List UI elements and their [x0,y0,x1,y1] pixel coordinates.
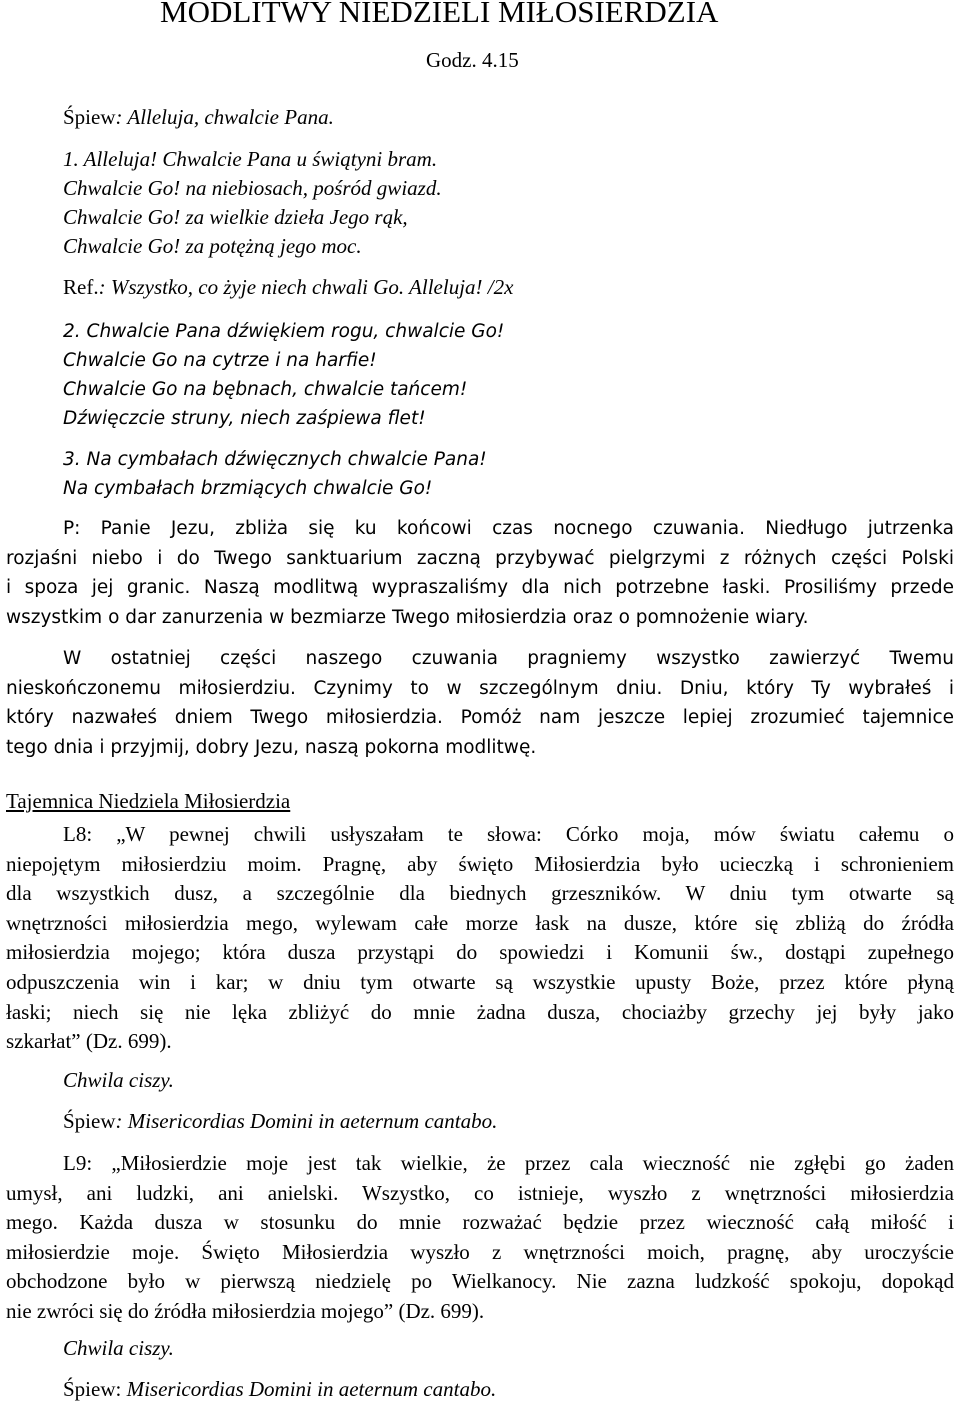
reading-line: miłosierdzie moje. Święto Miłosierdzia wyszło z wnętrzności moich, pragnę, aby uroczyście [6,1239,954,1264]
verse-3 [63,445,487,503]
reading-label: L9 [63,1151,87,1175]
prayer-line: wszystkim o dar zanurzenia w bezmiarze Twego miłosierdzia oraz o pomnożenie wiary. [6,606,809,628]
prayer-line: P: Panie Jezu, zbliża się ku końcowi czas nocnego czuwania. Niedługo jutrzenka [63,518,954,539]
verse-line: Chwalcie Go! za wielkie dzieła Jego rąk, [63,205,408,229]
reading-line: niepojętym miłosierdziu moim. Pragnę, aby święto Miłosierdzia było ucieczką i schronieniem [6,851,954,876]
verse-line: Chwalcie Go! na niebiosach, pośród gwiazd. [63,176,442,200]
verse-2 [63,317,504,433]
verse-1 [63,145,442,261]
prayer-line: rozjaśni niebo i do Twego sanktuarium zaczną przybywać pielgrzymi z różnych części Polski [6,547,954,569]
song-label: Śpiew [63,1109,116,1133]
prayer-paragraph-2 [6,644,954,762]
silence-note: Chwila ciszy. [63,1068,174,1092]
song-label: Śpiew [63,105,116,129]
refrain-line [63,273,513,302]
reading-line: mego. Każda dusza w stosunku do mnie rozważać będzie przez wieczność całą miłość i [6,1210,954,1235]
verse-line: Chwalcie Go! za potężną jego moc. [63,234,362,258]
reading-line: łaski; niech się nie lęka zbliżyć do mnie żadna dusza, chociażby grzechy jej były jako [6,999,954,1024]
reading-line: umysł, ani ludzki, ani anielski. Wszystko, co istnieje, wyszło z wnętrzności miłosierdzia [6,1180,954,1205]
prayer-line: nieskończonemu miłosierdziu. Czynimy to w szczególnym dniu. Dniu, który Ty wybrałeś i [6,677,954,699]
verse-line: Dźwięczcie struny, niech zaśpiewa flet! [63,408,426,429]
song-text: : Alleluja, chwalcie Pana. [115,105,334,129]
reading-line: wnętrzności miłosierdzia mego, wylewam całe morze łask na dusze, które się zbliżą do źródła [6,910,954,935]
reading-label: L8 [63,822,87,846]
song-text: : Misericordias Domini in aeternum cantabo. [115,1109,498,1133]
refrain-label: Ref. [63,275,99,299]
reading-line: obchodzone było w pierwszą niedzielę po Wielkanocy. Nie zazna ludzkość spokoju, dopokąd [6,1269,954,1294]
song-line [63,103,334,132]
reading-line: L8: „W pewnej chwili usłyszałam te słowa: Córko moja, mów światu całemu o [63,822,954,846]
prayer-paragraph-1 [6,514,954,632]
verse-line: 2. Chwalcie Pana dźwiękiem rogu, chwalcie Go! [63,321,505,342]
time-label: Godz. 4.15 [426,48,519,72]
reading-line: dla wszystkich dusz, a szczególnie dla biednych grzeszników. W dniu tym otwarte są [6,881,954,906]
prayer-label: P [63,518,75,539]
prayer-line: i spoza jej granic. Naszą modlitwą wypraszaliśmy dla nich potrzebne łaski. Prosiliśmy przede [6,577,954,599]
song-label: Śpiew: [63,1377,127,1401]
prayer-line: który nazwałeś dniem Twego miłosierdzia. Pomóż nam jeszcze lepiej zrozumieć tajemnice [6,707,954,729]
page-title: MODLITWY NIEDZIELI MIŁOSIERDZIA [160,0,719,29]
verse-line: 1. Alleluja! Chwalcie Pana u świątyni bram. [63,147,438,171]
verse-line: Na cymbałach brzmiących chwalcie Go! [63,478,433,499]
reading-line: miłosierdzia mojego; która dusza przystąpi do spowiedzi i Komunii św., dostąpi zupełnego [6,940,954,965]
reading-l9 [6,1149,954,1327]
reading-line: nie zwróci się do źródła miłosierdzia mojego” (Dz. 699). [6,1298,485,1323]
prayer-line: tego dnia i przyjmij, dobry Jezu, naszą pokorna modlitwę. [6,736,537,758]
verse-line: Chwalcie Go na cytrze i na harfie! [63,350,377,371]
section-heading: Tajemnica Niedziela Miłosierdzia [6,789,291,813]
reading-line: szkarłat” (Dz. 699). [6,1029,172,1054]
song-line [63,1375,496,1404]
verse-line: 3. Na cymbałach dźwięcznych chwalcie Pana! [63,449,487,470]
verse-line: Chwalcie Go na bębnach, chwalcie tańcem! [63,379,468,400]
prayer-line: W ostatniej części naszego czuwania pragniemy wszystko zawierzyć Twemu [63,648,954,669]
song-line [63,1107,497,1136]
song-text: Misericordias Domini in aeternum cantabo. [126,1377,497,1401]
reading-line: L9: „Miłosierdzie moje jest tak wielkie, że przez cala wieczność nie zgłębi go żaden [63,1151,954,1175]
refrain-text: : Wszystko, co żyje niech chwali Go. Alleluja! /2x [98,275,514,299]
reading-line: odpuszczenia win i kar; w dniu tym otwarte są wszystkie upusty Boże, przez które płyną [6,969,954,994]
silence-note: Chwila ciszy. [63,1336,174,1360]
reading-l8 [6,820,954,1057]
